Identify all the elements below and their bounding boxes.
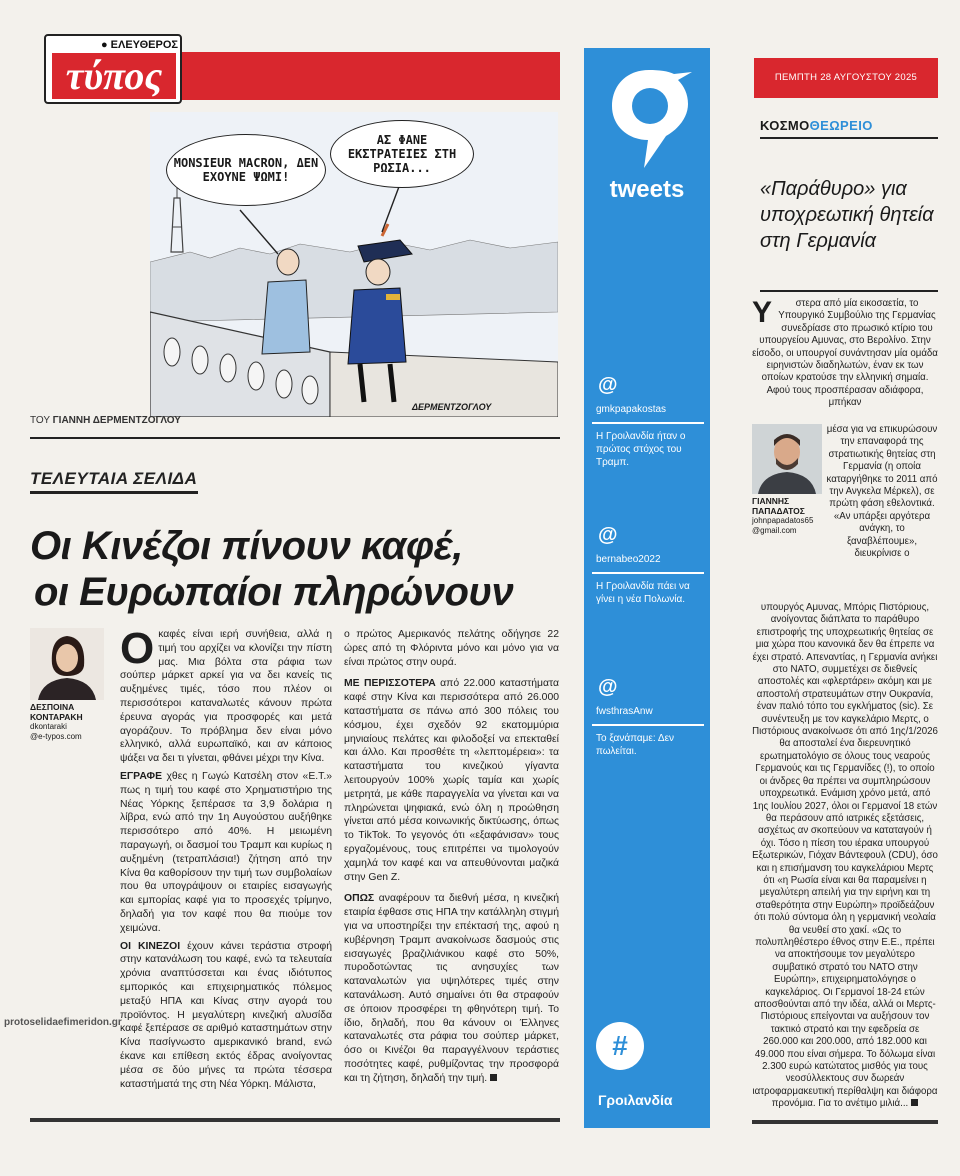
divider <box>30 437 560 439</box>
speech-bubble-left: MONSIEUR MACRON, ΔΕΝ ΕΧΟΥΝΕ ΨΩΜΙ! <box>166 134 326 206</box>
author-name-2: ΚΟΝΤΑΡΑΚΗ <box>30 712 83 722</box>
author-info <box>30 702 110 742</box>
article-column-1 <box>120 628 332 1112</box>
at-icon: @ <box>598 374 618 396</box>
end-mark-icon <box>911 1099 918 1106</box>
right-paragraph-2: μέσα για να επικυρώσουν την επαναφορά της στρατιωτικής θητείας στη Γερμανία (η οποία καταργήθηκε το 2011 από την Ανγκελα Μέρκελ), σε πρώτη φάση εθελοντικά. «Αν υπάρξει αργότερα ανάγκη, το ξαναβλέπουμε», διευκρίνισε ο <box>826 424 938 560</box>
bottom-rule <box>752 1120 938 1124</box>
tweet-separator <box>592 572 704 574</box>
paragraph-4: ο πρώτος Αμερικανός πελάτης οδήγησε 22 ώρες από τη Φλόριντα μόνο και μόνο για να είναι πρώτος στην ουρά. <box>344 629 559 668</box>
right-author-portrait-icon <box>752 424 822 494</box>
headline-line-1: Οι Κινέζοι πίνουν καφέ, <box>30 524 463 568</box>
right-p1: στερα από μία εικοσαετία, το Υπουργικό Συμβούλιο της Γερμανίας συνεδρίασε στο πρωσικό κτίριο του υπουργείου Αμυνας, στο Βερολίνο. Στην είσοδο, οι υπουργοί συνάντησαν μία ομάδα ειρηνιστών διαδηλωτών, έναν εκ των οποίων κρατούσε την ελληνική σημαία. Αφού τους προσπέρασαν αδιάφορα, μπήκαν <box>752 298 938 409</box>
masthead-main: τύπος <box>52 53 176 99</box>
paragraph-6-lead: ΟΠΩΣ <box>344 893 375 905</box>
right-author-info <box>752 496 824 536</box>
right-author-photo <box>752 424 822 494</box>
section-underline <box>30 491 198 494</box>
credit-prefix: ΤΟΥ <box>30 415 50 426</box>
tweet-separator <box>592 422 704 424</box>
article-headline <box>30 523 560 615</box>
at-icon: @ <box>598 676 618 698</box>
drop-cap: Ο <box>120 628 155 673</box>
right-author-name-1: ΓΙΑΝΝΗΣ <box>752 496 790 506</box>
tweets-bird-icon <box>604 64 694 179</box>
tweet-separator <box>592 724 704 726</box>
speech-bubble-right: ΑΣ ΦΑΝΕ ΕΚΣΤΡΑΤΕΙΕΣ ΣΤΗ ΡΩΣΙΑ... <box>330 120 474 188</box>
masthead-logo[interactable] <box>44 34 182 104</box>
hashtag-label[interactable]: Γροιλανδία <box>598 1092 673 1108</box>
masthead-top: ● ΕΛΕΥΘΕΡΟΣ <box>100 39 178 51</box>
right-p3: υπουργός Αμυνας, Μπόρις Πιστόριους, ανοίγοντας διάπλατα το παράθυρο επιστροφής της υποχρεωτικής θητείας σε μια χώρα που κανονικά δεν θα έπρεπε να έχει στρατό. Απεναντίας, η Γερμανία ανήκει στο ΝΑΤΟ, συμμετέχει σε διεθνείς αποστολές και «φλερτάρει» ακόμη και με αποστολή στρατευμάτων στην Ουκρανία, έναν παλιό τόπο του εγκλήματος (sic). Σε συνέντευξη με τον καγκελάριο Μερτς, ο Πιστόριους ανακοίνωσε ότι από 1ης/1/2026 θα αποσταλεί ένα διερευνητικό ερωτηματολόγιο σε όλους τους νεαρούς Γερμανούς και τις Γερμανίδες (!), το οποίο οι άνδρες θα πρέπει να συμπληρώσουν υποχρεωτικά. Ενάμιση χρόνο μετά, από 1ης Ιουλίου 2027, όλοι οι Γερμανοί 18 ετών θα περάσουν από ιατρικές εξετάσεις, ασχέτως αν σκοπεύουν να καταταγούν ή όχι. Τόσο η πίεση του ιέρακα υπουργού Εξωτερικών, Γιόχαν Βάντεφουλ (CDU), όσο και η επισήμανση του καγκελάριου Μερτς ότι «η Ρωσία είναι και θα παραμείνει η μεγαλύτερη απειλή για την ειρήνη και τη σταθερότητα στην Ευρώπη» προϊδεάζουν ότι πολύ σύντομα όλη η γερμανική νεολαία θα νευθεί στο χακί. «Ως το πολυπληθέστερο έθνος στην Ε.Ε., πρέπει να αποκτήσουμε τον μεγαλύτερο συμβατικό στρατό του ΝΑΤΟ στην Ευρώπη», επιχειρηματολόγησε ο καγκελάριος. Οι Γερμανοί 18-24 ετών αποσθούνται από την ιδέα, αλλά οι Μερτς-Πιστόριους επείγονται να αυξήσουν τον τακτικό στρατό και την εφεδρεία σε 260.000 και 200.000, από 182.000 και 49.000 που είναι σήμερα. Το δόλωμα είναι 2.300 ευρώ κατώτατος μισθός για τους νεοσύλλεκτους συν δωρεάν ιατροφαρμακευτική περίθαλψη και διάφορα προνόμια. Για το ανέτιμο μιλιά... <box>752 602 938 1110</box>
paragraph-1: καφές είναι ιερή συνήθεια, αλλά η τιμή του αρχίζει να κλονίζει την πίστη μας. Μια βόλτα στα ράφια των σούπερ μάρκετ αρκεί για να δει κανείς τις αυξημένες τιμές, τόσο που πλέον οι περισσότεροι καταναλωτές κάνουν πρώτα έρευνα αγοράς για προσφορές και μετά αγοράζουν. Το πρόβλημα δεν είναι μόνο ελληνικό, αλλά ευρωπαϊκό, και αν κάποιος ψάξει να δει τι γίνεται, φθάνει μέχρι την Κίνα. <box>120 629 332 765</box>
divider <box>760 137 938 139</box>
paragraph-2: χθες η Γωγώ Κατσέλη στον «Ε.Τ.» πως η τιμή του καφέ στο Χρηματιστήριο της Νέας Υόρκης ξεπέρασε τα 3,9 δολάρια η λίβρα, ενώ από την 1η Αυγούστου αυξήθηκε περισσότερο από 40%. Η μειωμένη παραγωγή, οι δασμοί του Τραμπ και κυρίως η αυξημένη (τετραπλάσια!) ζήτηση από την Κίνα θα καθορίσουν την τιμή των συμβολαίων που θα υπογράψουν οι εταιρίες εισαγωγής και εμπορίας καφέ για το προσεχές τρίμηνο, δηλαδή για τον καφέ που θα πιούμε τον χειμώνα. <box>120 770 332 934</box>
column-title <box>760 118 873 133</box>
article-column-2 <box>344 628 559 1112</box>
tweet-handle-1[interactable]: gmkpapakostas <box>596 404 667 415</box>
paragraph-6: αναφέρουν τα διεθνή μέσα, η κινεζική εταιρία έφθασε στις ΗΠΑ την κατάλληλη στιγμή για να υποστηρίξει την επέκτασή της, αφού η κυβέρνηση Τραμπ ανακοίνωσε δασμούς στις εισαγωγές βραζιλιάνικου καφέ στο 50%, πυροδοτώντας τις ανησυχίες των καταναλωτών για υψηλότερες τιμές στην κατανάλωση. Αυτό σημαίνει ότι θα στραφούν σε όποιον προσφέρει τη φθηνότερη τιμή. Το ίδιο, δηλαδή, που θα κάνουν οι Έλληνες καταναλωτές στα ράφια του σούπερ μάρκετ, όσο οι Κινέζοι θα παραγγέλνουν τεράστιες ποσότητες καφέ, ρυθμίζοντας την προσφορά και τη ζήτηση, δηλαδή την τιμή. <box>344 893 559 1084</box>
credit-name: ΓΙΑΝΝΗ ΔΕΡΜΕΝΤΖΟΓΛΟΥ <box>52 415 181 426</box>
author-photo <box>30 628 104 700</box>
tweets-title: tweets <box>609 176 685 203</box>
author-name-1: ΔΕΣΠΟΙΝΑ <box>30 702 75 712</box>
watermark: protoselidaefimeridon.gr <box>4 1017 122 1028</box>
cartoon <box>150 112 558 417</box>
bottom-rule <box>30 1118 560 1122</box>
author-handle: dkontaraki <box>30 722 67 731</box>
tweet-handle-3[interactable]: fwsthrasAnw <box>596 706 653 717</box>
end-mark-icon <box>490 1074 497 1081</box>
author-email[interactable]: @e-typos.com <box>30 732 82 741</box>
right-headline: «Παράθυρο» για υποχρεωτική θητεία στη Γερμανία <box>760 178 934 252</box>
cartoon-credit <box>30 415 181 426</box>
paragraph-5-lead: ΜΕ ΠΕΡΙΣΣΟΤΕΡΑ <box>344 678 436 690</box>
paragraph-3: έχουν κάνει τεράστια στροφή στην κατανάλωση του καφέ, ενώ τα τελευταία χρόνια αναπτύσσεται και ένας ιδιότυπος εμπορικός και επιχειρηματικός πόλεμος μεταξύ ΗΠΑ και Κίνας στην αγορά του προϊόντος. Η μεγαλύτερη κινεζική αλυσίδα καφέ ξεπέρασε σε αριθμό καταστημάτων στην Κίνα πασίγνωστο αμερικανικό brand, ενώ έκανε και επίθεση εκτός έδρας ανοίγοντας μέσα σε δύο μήνες τα πρώτα τέσσερα καταστήματά της στη Νέα Υόρκη. Μάλιστα, <box>120 940 332 1090</box>
column-title-b: ΘΕΩΡΕΙΟ <box>809 118 873 133</box>
cartoon-signature: ΔΕΡΜΕΝΤΖΟΓΛΟΥ <box>412 402 492 412</box>
paragraph-5: από 22.000 καταστήματα καφέ στην Κίνα και περισσότερα από 26.000 καταστήματα σε πάνω από 300 πόλεις του κόσμου, έχει σχεδόν 92 εκατομμύρια μηνιαίους πελάτες και φιλοδοξεί να επεκταθεί και άλλο. Και προσθέτε τη «λεπτομέρεια»: τα καταστήματα του κινεζικού γίγαντα λειτουργούν 100% χωρίς ταμία και χωρίς μετρητά, με κάθε παραγγελία να γίνεται και να πληρώνεται ψηφιακά, ενώ όλη η προώθηση γίνεται από μέσα κοινωνικής δικτύωσης, όπως το TikTok. Το γεγονός ότι «εξαφάνισαν» τους εργαζομένους, τους επιτρέπει να τιμολογούν χαμηλά τον καφέ και να απευθύνονται μαζικά στην Gen Z. <box>344 678 559 883</box>
author-portrait-icon <box>30 628 104 700</box>
tweet-text-3: Το ξανάπαμε: Δεν πωλείται. <box>596 733 675 757</box>
headline-line-2: οι Ευρωπαίοι πληρώνουν <box>34 570 514 614</box>
issue-date: ΠΕΜΠΤΗ 28 ΑΥΓΟΥΣΤΟΥ 2025 <box>754 58 938 98</box>
section-label: ΤΕΛΕΥΤΑΙΑ ΣΕΛΙΔΑ <box>30 469 198 488</box>
column-title-a: ΚΟΣΜΟ <box>760 118 810 133</box>
right-paragraph-1 <box>752 298 938 422</box>
masthead-red-bar <box>182 52 560 100</box>
tweet-handle-2[interactable]: bernabeo2022 <box>596 554 661 565</box>
tweet-text-1: Η Γροιλανδία ήταν ο πρώτος στόχος του Τραμπ. <box>596 431 686 468</box>
paragraph-2-lead: ΕΓΡΑΦΕ <box>120 770 163 782</box>
divider <box>760 290 938 292</box>
drop-cap: Υ <box>752 298 773 329</box>
right-paragraph-3 <box>752 602 938 1120</box>
right-author-name-2: ΠΑΠΑΔΑΤΟΣ <box>752 506 805 516</box>
hashtag-icon: # <box>596 1022 644 1070</box>
tweet-text-2: Η Γροιλανδία πάει να γίνει η νέα Πολωνία. <box>596 581 690 605</box>
at-icon: @ <box>598 524 618 546</box>
paragraph-3-lead: ΟΙ ΚΙΝΕΖΟΙ <box>120 940 181 952</box>
right-author-email[interactable]: @gmail.com <box>752 526 797 535</box>
right-author-handle: johnpapadatos65 <box>752 516 814 525</box>
